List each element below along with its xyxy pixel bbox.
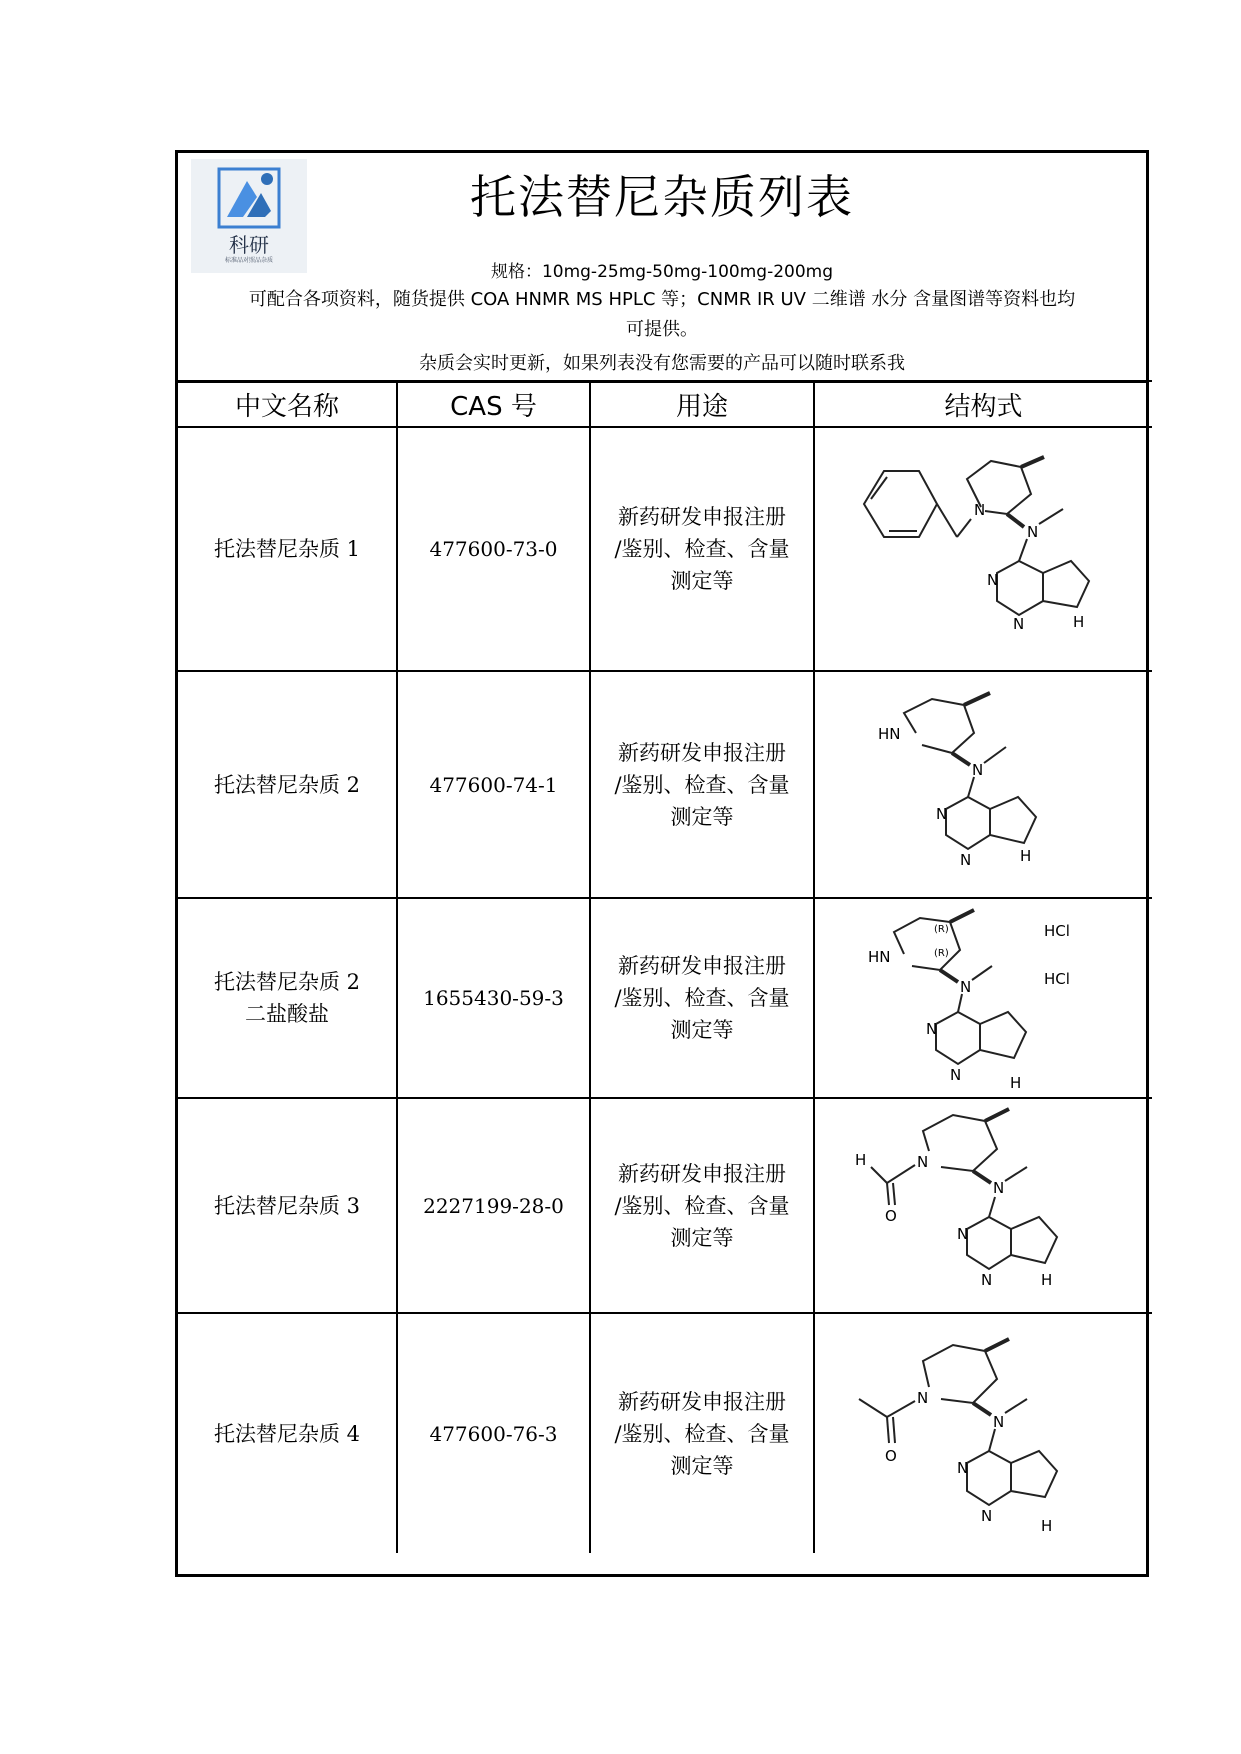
svg-text:N: N [959,850,971,869]
impurity-name: 托法替尼杂质 2 [178,671,397,898]
table-header-row [178,381,1152,427]
molecule-nh-impurity-image [874,685,1094,885]
header-structure: 结构式 [814,381,1152,427]
table-row [178,1098,1152,1313]
structure-formula [814,1098,1152,1313]
svg-text:N: N [949,1066,961,1084]
header-cas: CAS 号 [397,381,590,427]
docs-note-line1: 可配合各项资料，随货提供 COA HNMR MS HPLC 等；CNMR IR UV 二维谱 水分 含量图谱等资料也均 [248,289,1076,310]
structure-formula [814,671,1152,898]
svg-text:N: N [980,1270,992,1289]
svg-text:N: N [1026,523,1038,541]
molecule-benzyl-impurity-image [839,449,1129,649]
svg-text:N: N [986,571,998,589]
svg-text:H: H [1072,613,1084,631]
svg-text:H: H [1040,1270,1052,1289]
usage: 新药研发申报注册 /鉴别、检查、含量 测定等 [590,671,814,898]
svg-text:H: H [1040,1516,1052,1535]
svg-text:N: N [925,1020,937,1038]
usage: 新药研发申报注册 /鉴别、检查、含量 测定等 [590,1313,814,1553]
update-note: 杂质会实时更新，如果列表没有您需要的产品可以随时联系我 [419,353,905,374]
table-row [178,898,1152,1098]
svg-text:O: O [884,1206,897,1225]
header-name: 中文名称 [178,381,397,427]
svg-text:N: N [916,1388,928,1407]
impurity-name: 托法替尼杂质 4 [178,1313,397,1553]
svg-text:N: N [980,1506,992,1525]
svg-text:N: N [916,1152,928,1171]
logo-text: 科研 [229,233,269,257]
svg-text:H: H [854,1150,866,1169]
svg-text:HCl: HCl [1043,922,1070,940]
svg-text:N: N [992,1412,1004,1431]
docs-note [188,285,1136,345]
cas-number: 2227199-28-0 [397,1098,590,1313]
molecule-formyl-impurity-image [849,1103,1119,1309]
svg-text:HN: HN [867,948,890,966]
structure-formula [814,427,1152,671]
svg-text:HCl: HCl [1043,970,1070,988]
svg-text:N: N [992,1178,1004,1197]
page-title: 托法替尼杂质列表 [470,170,854,224]
sheet-header [178,153,1146,383]
molecule-acetyl-impurity-image [849,1321,1119,1547]
svg-text:(R): (R) [933,924,949,935]
logo-subtext: 标准品对照品杂质 [224,257,273,264]
impurity-list-sheet [175,150,1149,1577]
cas-number: 477600-74-1 [397,671,590,898]
structure-formula [814,898,1152,1098]
cas-number: 1655430-59-3 [397,898,590,1098]
svg-text:(R): (R) [933,948,949,959]
svg-text:N: N [956,1224,968,1243]
usage: 新药研发申报注册 /鉴别、检查、含量 测定等 [590,427,814,671]
structure-formula [814,1313,1152,1553]
svg-text:N: N [935,804,947,823]
spec-line: 规格：10mg-25mg-50mg-100mg-200mg [490,262,834,282]
usage: 新药研发申报注册 /鉴别、检查、含量 测定等 [590,1098,814,1313]
svg-text:N: N [973,501,985,519]
svg-text:HN: HN [877,724,900,743]
table-row [178,1313,1152,1553]
impurity-name: 托法替尼杂质 3 [178,1098,397,1313]
svg-text:N: N [971,760,983,779]
svg-text:N: N [956,1458,968,1477]
molecule-dihydrochloride-image [864,900,1104,1096]
table-row [178,671,1152,898]
svg-text:H: H [1009,1074,1021,1092]
cas-number: 477600-76-3 [397,1313,590,1553]
table-row [178,427,1152,671]
svg-text:O: O [884,1446,897,1465]
impurity-name: 托法替尼杂质 2 二盐酸盐 [178,898,397,1098]
docs-note-line2: 可提供。 [626,319,698,340]
svg-text:H: H [1019,846,1031,865]
cas-number: 477600-73-0 [397,427,590,671]
usage: 新药研发申报注册 /鉴别、检查、含量 测定等 [590,898,814,1098]
svg-text:N: N [1012,615,1024,633]
header-use: 用途 [590,381,814,427]
impurity-table [178,380,1152,1553]
svg-text:N: N [959,978,971,996]
impurity-name: 托法替尼杂质 1 [178,427,397,671]
